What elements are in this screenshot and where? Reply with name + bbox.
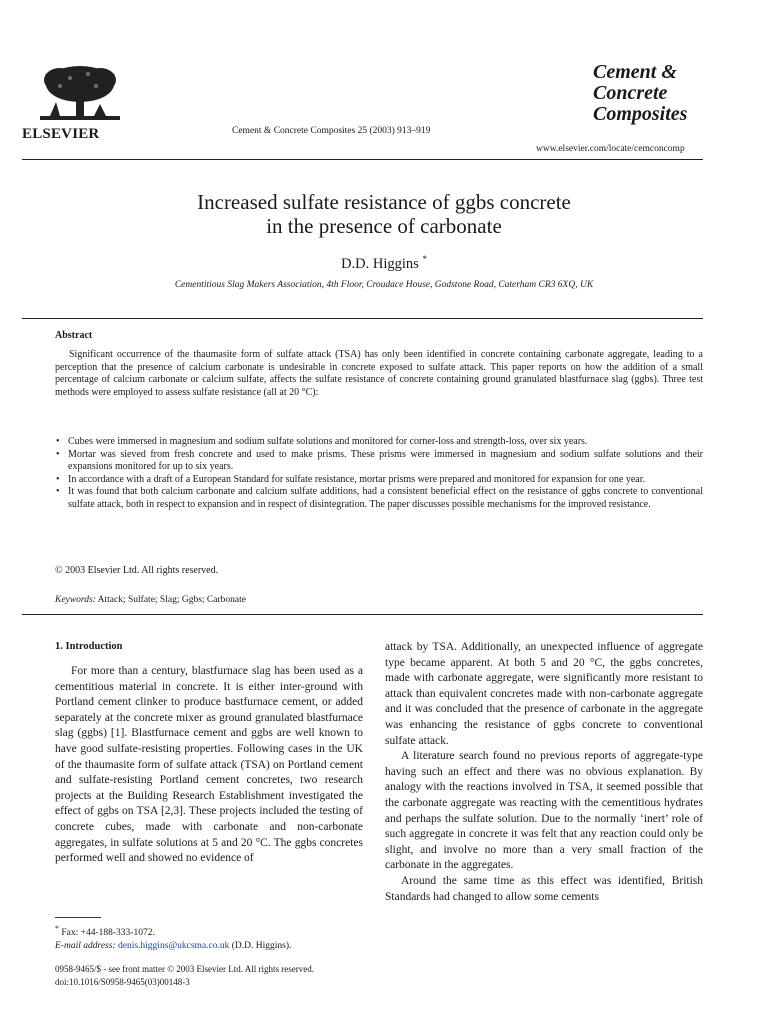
header-divider xyxy=(22,159,703,160)
author-footnote-mark[interactable]: * xyxy=(422,254,427,264)
abstract-heading: Abstract xyxy=(55,330,93,341)
title-line: in the presence of carbonate xyxy=(266,214,502,238)
issn-line: 0958-9465/$ - see front matter © 2003 Elsevier Ltd. All rights reserved. xyxy=(55,964,315,974)
page-footer xyxy=(55,963,435,988)
journal-title-line: Composites xyxy=(593,103,688,125)
keywords-label: Keywords: xyxy=(55,595,96,605)
footnote-fax xyxy=(55,922,375,940)
title-line: Increased sulfate resistance of ggbs concrete xyxy=(197,190,571,214)
footnote-mark: * xyxy=(55,924,59,933)
keywords-list: Attack; Sulfate; Slag; Ggbs; Carbonate xyxy=(97,595,246,605)
body-column-right xyxy=(385,640,703,905)
footnote-email xyxy=(55,940,375,953)
abstract-divider xyxy=(22,318,703,319)
abstract-bullet: • Mortar was sieved from fresh concrete and used to make prisms. These prisms were immersed in magnesium and sodium sulfate solutions and their expansions monitored for up to six years. xyxy=(55,449,703,474)
publisher-name: ELSEVIER xyxy=(22,126,100,142)
abstract-bullet: • In accordance with a draft of a European Standard for sulfate resistance, mortar prisms were prepared and monitored for expansion for one year. xyxy=(55,474,703,487)
tree-logo-icon xyxy=(30,62,126,124)
body-divider xyxy=(22,614,703,615)
keywords-line xyxy=(55,595,246,605)
email-suffix: (D.D. Higgins). xyxy=(231,941,292,952)
author-footnote xyxy=(55,922,375,953)
abstract-bullet: • Cubes were immersed in magnesium and sodium sulfate solutions and monitored for corner-loss and strength-loss, over six years. xyxy=(55,436,703,449)
copyright-notice: © 2003 Elsevier Ltd. All rights reserved. xyxy=(55,565,219,576)
body-paragraph: Around the same time as this effect was identified, British Standards had changed to allow some cements xyxy=(385,874,703,903)
email-link[interactable]: denis.higgins@ukcsma.co.uk xyxy=(117,941,230,952)
author-name: D.D. Higgins xyxy=(341,255,419,272)
abstract-bullet-list xyxy=(55,436,703,512)
doi-line[interactable]: doi:10.1016/S0958-9465(03)00148-3 xyxy=(55,976,190,987)
body-paragraph: A literature search found no previous reports of aggregate-type having such an effect and there was no obvious explanation. By analogy with the reactions involved in TSA, it seemed possible that the carbonate aggregate was reacting with the cementitious hydrates and perhaps the sulfate solution. Due to the normally ‘inert’ role of such aggregate in concrete it was felt that any reaction could only be slight, and involve no more than a very small fraction of the carbonate in the aggregates. xyxy=(385,750,703,872)
journal-citation: Cement & Concrete Composites 25 (2003) 913–919 xyxy=(232,126,431,136)
journal-url-link[interactable]: www.elsevier.com/locate/cemconcomp xyxy=(536,144,685,154)
journal-title xyxy=(593,62,687,125)
author-affiliation: Cementitious Slag Makers Association, 4th Floor, Croudace House, Godstone Road, Caterham CR3 6XQ, UK xyxy=(174,280,594,290)
body-column-left xyxy=(55,640,363,867)
footnote-divider xyxy=(55,917,101,918)
article-title xyxy=(110,190,658,238)
journal-title-line: Concrete xyxy=(593,82,668,104)
section-heading: 1. Introduction xyxy=(55,641,123,652)
fax-number: Fax: +44-188-333-1072. xyxy=(61,928,155,939)
body-paragraph: For more than a century, blastfurnace slag has been used as a cementitious material in concrete. It is either inter-ground with Portland cement clinker to produce bastfurnace cement, or added separately at the concrete mixer as ground granulated blastfurnace slag (ggbs) [1]. Blastfurnace cement and ggbs are well known to have good sulfate-resisting properties. Following cases in the UK of the thaumasite form of sulfate attack (TSA) on Portland cement and sulfate-resisting Portland cement concretes, two research projects at the Building Research Establishment investigated the effect of ggbs on TSA [2,3]. These projects included the testing of concrete cubes, made with carbonate and non-carbonate aggregates, in sulfate solutions at 5 and 20 °C. The ggbs concretes performed well and showed no evidence of xyxy=(55,665,363,865)
journal-title-line: Cement & xyxy=(593,61,677,83)
abstract-text xyxy=(55,349,703,399)
email-label: E-mail address: xyxy=(55,941,116,952)
author-line xyxy=(110,254,658,273)
body-paragraph: attack by TSA. Additionally, an unexpected influence of aggregate type became apparent. At both 5 and 20 °C, the ggbs concretes, made with carbonate aggregate, were significantly more resistant to attack than equivalent concretes made with non-carbonate aggregate and it was concluded that the presence of carbonate in the aggregate was enhancing the resistance of ggbs concrete to conventional sulfate attack. xyxy=(385,641,703,747)
abstract-paragraph: Significant occurrence of the thaumasite form of sulfate attack (TSA) has only been identified in concrete containing carbonate aggregate, leading to a perception that the presence of calcium carbonate is undesirable in concrete exposed to sulfate attack. This paper reports on how the addition of a small percentage of calcium carbonate or calcium sulfate, affects the sulfate resistance of concrete containing ground granulated blastfurnace slag (ggbs). Three test methods were employed to assess sulfate resistance (all at 20 °C): xyxy=(55,349,703,398)
abstract-bullet: • It was found that both calcium carbonate and calcium sulfate additions, had a consistent beneficial effect on the resistance of ggbs concrete to conventional sulfate attack, both in respect to expansion and in respect of disintegration. The paper discusses possible mechanisms for the improved resistance. xyxy=(55,486,703,511)
